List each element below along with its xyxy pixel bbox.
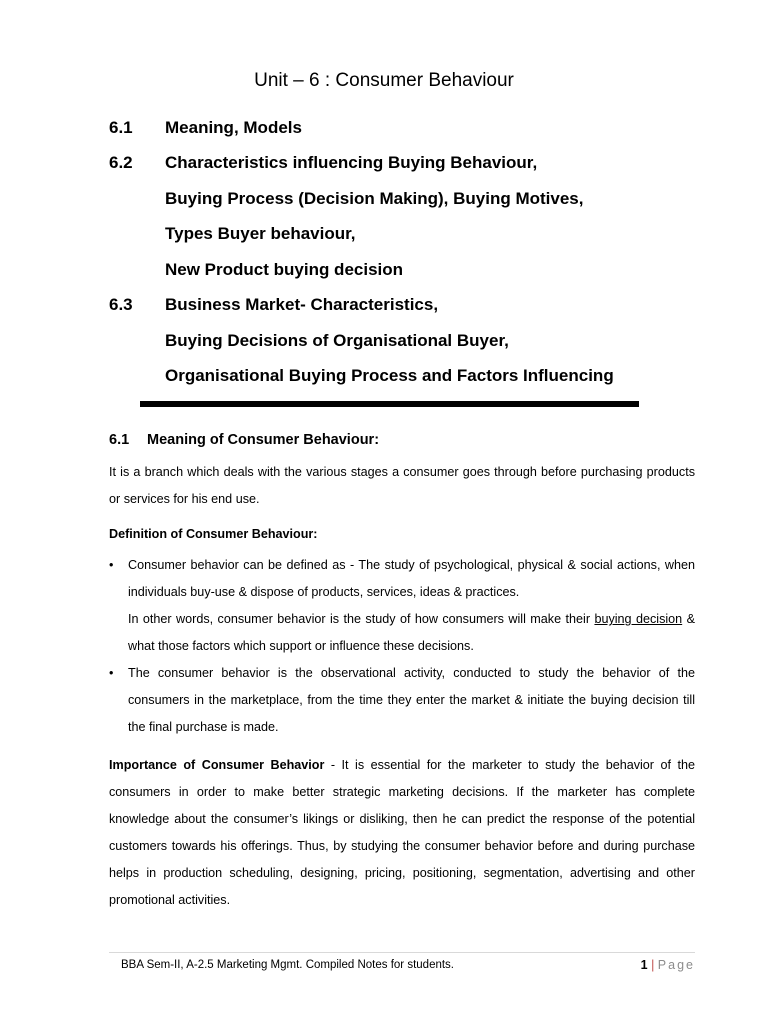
importance-label: Importance of Consumer Behavior — [109, 758, 325, 772]
bullet-icon: • — [109, 558, 114, 572]
bullet-text — [128, 606, 695, 660]
bullet-text-part: & what those factors which support or influence these decisions. — [128, 612, 695, 653]
bullet-icon: • — [109, 666, 114, 680]
unit-title: Unit – 6 : Consumer Behaviour — [254, 70, 514, 91]
page-word: Page — [657, 958, 695, 972]
toc-number: 6.3 — [109, 295, 133, 315]
toc-number: 6.2 — [109, 153, 133, 173]
toc-item — [109, 217, 709, 253]
bullet-text-part: In other words, consumer behavior is the study of how consumers will make their — [128, 612, 595, 626]
buying-decision-link[interactable]: buying decision — [594, 612, 683, 626]
toc-item — [109, 359, 709, 395]
toc-number: 6.1 — [109, 117, 133, 137]
toc-text: Organisational Buying Process and Factors Influencing — [165, 366, 614, 386]
toc-item — [109, 181, 709, 217]
importance-text: - It is essential for the marketer to study the behavior of the consumers in order to make better strategic marketing decisions. If the marketer has complete knowledge about the consumer’s likings or disliking, then he can predict the response of the potential customers towards his offerings. Thus, by studying the consumer behavior before and during purchase helps in production scheduling, designing, pricing, positioning, segmentation, advertising and other promotional activities. — [109, 758, 695, 907]
toc-item — [109, 323, 709, 359]
bullet-text: Consumer behavior can be defined as - The study of psychological, physical & social actions, when individuals buy-use & dispose of products, services, ideas & practices. — [128, 558, 695, 599]
table-of-contents — [109, 110, 709, 394]
toc-text: Business Market- Characteristics, — [165, 295, 439, 315]
toc-item — [109, 110, 709, 146]
list-item — [109, 552, 695, 660]
page-number: 1 — [640, 958, 648, 972]
page-footer — [109, 952, 695, 979]
horizontal-divider — [140, 401, 639, 407]
intro-paragraph: It is a branch which deals with the various stages a consumer goes through before purchasing products or services for his end use. — [109, 465, 695, 506]
toc-text: New Product buying decision — [165, 259, 404, 279]
list-item — [109, 660, 695, 741]
section-heading — [109, 432, 379, 448]
toc-text: Buying Process (Decision Making), Buying Motives, — [165, 188, 584, 208]
section-number: 6.1 — [109, 432, 130, 448]
toc-text: Characteristics influencing Buying Behaviour, — [165, 153, 538, 173]
definition-list — [109, 552, 695, 741]
bullet-text: The consumer behavior is the observational activity, conducted to study the behavior of the consumers in the marketplace, from the time they enter the market & initiate the buying decision till the final purchase is made. — [128, 666, 695, 734]
toc-text: Types Buyer behaviour, — [165, 224, 356, 244]
toc-item — [109, 288, 709, 324]
page-separator: | — [651, 958, 655, 972]
toc-item — [109, 146, 709, 182]
toc-item — [109, 252, 709, 288]
section-title: Meaning of Consumer Behaviour: — [147, 432, 380, 448]
toc-text: Meaning, Models — [165, 117, 302, 137]
toc-text: Buying Decisions of Organisational Buyer, — [165, 330, 509, 350]
definition-heading: Definition of Consumer Behaviour: — [109, 527, 318, 541]
footer-course-text: BBA Sem-II, A-2.5 Marketing Mgmt. Compiled Notes for students. — [121, 959, 454, 971]
page-indicator — [641, 958, 695, 972]
importance-paragraph — [109, 752, 695, 914]
